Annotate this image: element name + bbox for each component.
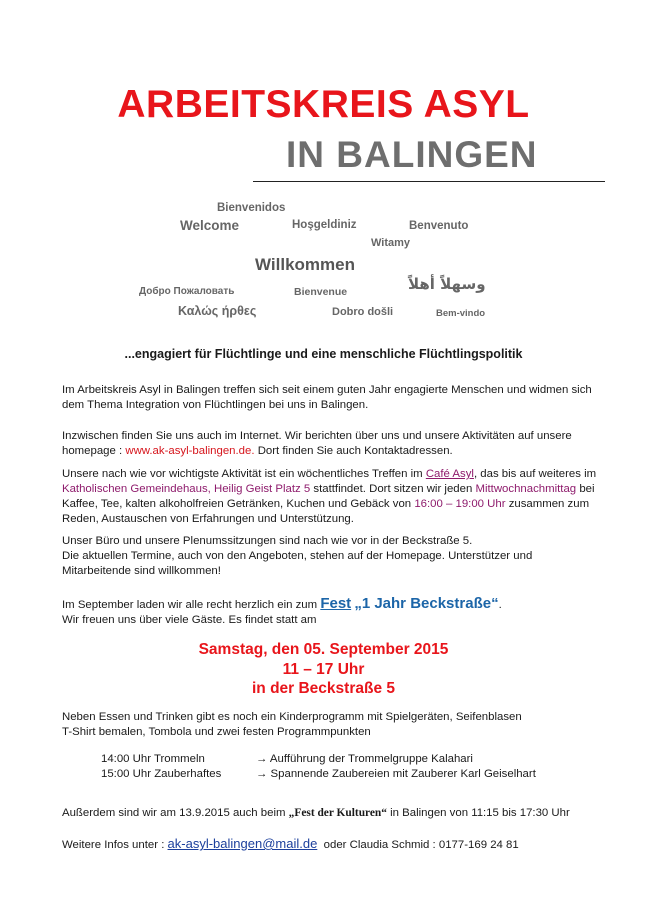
word-witamy: Witamy: [371, 237, 411, 249]
paragraph-intro: Im Arbeitskreis Asyl in Balingen treffen sich seit einem guten Jahr engagierte Menschen und widmen sich dem Thema Integration von Flüchtlingen bei uns in Balingen.: [62, 384, 592, 411]
title-line2: IN BALINGEN: [286, 134, 538, 175]
paragraph-internet: Inzwischen finden Sie uns auch im Internet. Wir berichten über uns und unsere Aktivitäten auf unsere homepage : www.ak-asyl-balingen.de. Dort finden Sie auch Kontaktadressen.: [62, 430, 572, 457]
fest-link[interactable]: Fest: [320, 595, 352, 612]
schedule-time-2: 15:00 Uhr Zauberhaftes: [101, 768, 222, 780]
word-greek: Καλώς ήρθες: [178, 304, 257, 318]
word-willkommen: Willkommen: [255, 255, 355, 274]
homepage-link[interactable]: www.ak-asyl-balingen.de.: [125, 445, 255, 457]
title-rule: [253, 181, 605, 182]
paragraph-office: Unser Büro und unsere Plenumssitzungen sind nach wie vor in der Beckstraße 5. Die aktuellen Termine, auch von den Angeboten, stehen auf der Homepage. Unterstützer und Mitarbeitende sind willkommen!: [62, 535, 533, 577]
word-russian: Добро Пожаловать: [139, 286, 235, 297]
paragraph-kulturen: Außerdem sind wir am 13.9.2015 auch beim „Fest der Kulturen“ in Balingen von 11:15 bis 17:30 Uhr: [62, 807, 570, 819]
email-link[interactable]: ak-asyl-balingen@mail.de: [167, 836, 318, 851]
cafe-time: 16:00 – 19:00 Uhr: [414, 498, 506, 510]
word-bem-vindo: Bem-vindo: [436, 308, 486, 319]
paragraph-cafe: Unsere nach wie vor wichtigste Aktivität ist ein wöchentliches Treffen im Café Asyl, das bis auf weiteres im Katholischen Gemeindehaus, Heilig Geist Platz 5 stattfindet. Dort sitzen wir jeden Mittwochnachmittag bei Kaffee, Tee, kalten alkoholfreien Getränken, Kuchen und Gebäck von 16:00 – 19:00 Uhr zusammen zum Reden, Austauschen von Erfahrungen und Unterstützung.: [62, 468, 597, 525]
fest-title: „1 Jahr Beckstraße“: [354, 595, 499, 612]
paragraph-invite: Im September laden wir alle recht herzlich ein zum Fest „1 Jahr Beckstraße“. Wir freuen uns über viele Gäste. Es findet statt am: [62, 595, 502, 626]
cafe-location: Katholischen Gemeindehaus, Heilig Geist Platz 5: [62, 483, 311, 495]
schedule-time-1: 14:00 Uhr Trommeln: [101, 753, 205, 765]
word-hosgeldiniz: Hoşgeldiniz: [292, 219, 357, 231]
word-benvenuto: Benvenuto: [409, 220, 469, 232]
event-date: Samstag, den 05. September 2015: [198, 641, 449, 658]
event-time: 11 – 17 Uhr: [282, 661, 365, 678]
paragraph-program: Neben Essen und Trinken gibt es noch ein Kinderprogramm mit Spielgeräten, Seifenblasen T-Shirt bemalen, Tombola und zwei festen Programmpunkten: [62, 711, 522, 738]
cafe-asyl: Café Asyl: [425, 468, 474, 480]
cafe-day: Mittwochnachmittag: [475, 483, 577, 495]
word-arabic: وسهلاً أهلاً: [408, 275, 486, 293]
word-dobro-dosli: Dobro došli: [332, 306, 394, 318]
paragraph-contact: Weitere Infos unter : ak-asyl-balingen@mail.de oder Claudia Schmid : 0177-169 24 81: [62, 836, 519, 851]
title-line1: ARBEITSKREIS ASYL: [117, 83, 530, 126]
word-bienvenue: Bienvenue: [294, 286, 348, 298]
tagline: ...engagiert für Flüchtlinge und eine menschliche Flüchtlingspolitik: [124, 347, 523, 361]
schedule-desc-1: → Aufführung der Trommelgruppe Kalahari: [256, 753, 473, 765]
word-welcome: Welcome: [180, 218, 240, 233]
schedule-desc-2: → Spannende Zaubereien mit Zauberer Karl Geiselhart: [256, 768, 536, 780]
event-place: in der Beckstraße 5: [251, 680, 395, 697]
word-bienvenidos: Bienvenidos: [217, 202, 286, 214]
fest-der-kulturen: „Fest der Kulturen“: [288, 807, 387, 819]
